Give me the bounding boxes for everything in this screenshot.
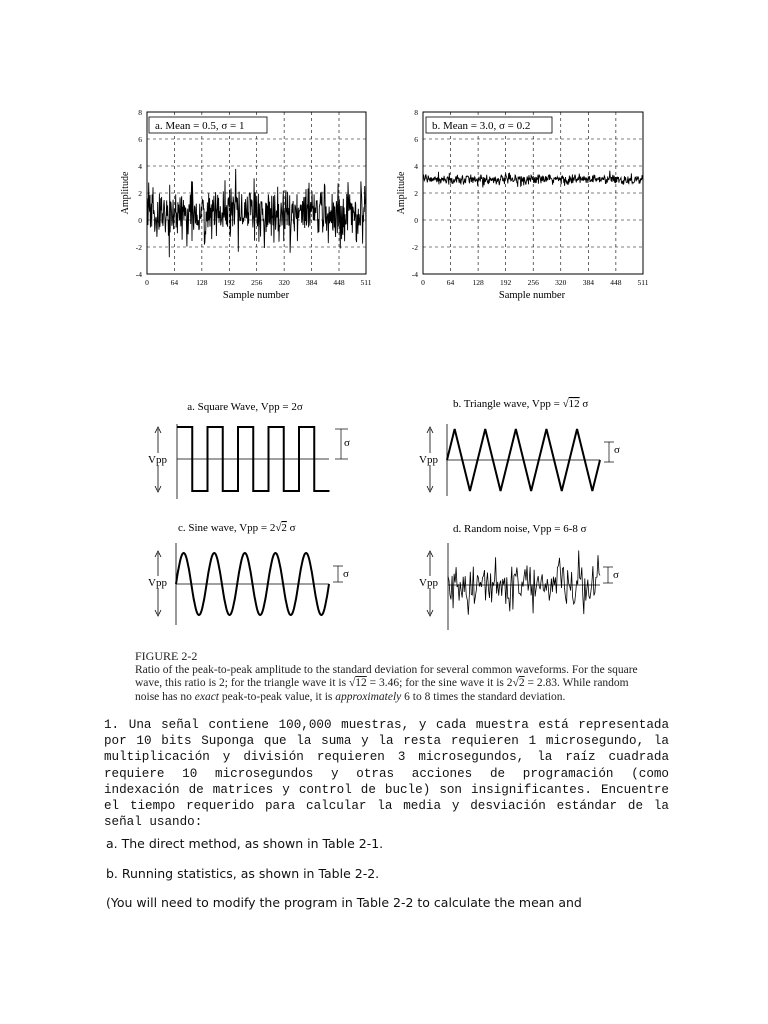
triangle-vpp-label: Vpp bbox=[419, 454, 438, 466]
noise-sigma-label: σ bbox=[613, 569, 619, 581]
chartB-xtick-label: 192 bbox=[500, 278, 512, 287]
chartA-xtick-label: 192 bbox=[223, 278, 235, 287]
chart-a-series-line bbox=[147, 169, 366, 257]
chart-a bbox=[120, 108, 372, 301]
chartA-xtick-label: 256 bbox=[251, 278, 263, 287]
square-sigma-label: σ bbox=[344, 437, 350, 449]
chartB-xtick-label: 511 bbox=[637, 278, 649, 287]
noise-title: d. Random noise, Vpp = 6-8 σ bbox=[453, 523, 587, 535]
sine-wave-title: c. Sine wave, Vpp = 2√2 σ bbox=[178, 522, 296, 534]
chartB-xtick-label: 256 bbox=[527, 278, 539, 287]
caption-text: Ratio of the peak-to-peak amplitude to the standard deviation for several common waveforms. For the square wave, this ratio is 2; for the triangle wave it is √12 = 3.46; for the sine wave it is 2√2 = 2.83. While random noise has no exact peak-to-peak value, it is approximately 6 to 8 times the standard deviation. bbox=[135, 663, 638, 703]
chartA-xtick-label: 320 bbox=[278, 278, 290, 287]
chartA-xtick-label: 64 bbox=[170, 278, 179, 287]
chartA-ytick-label: 0 bbox=[138, 216, 142, 225]
chartA-xtick-label: 384 bbox=[305, 278, 318, 287]
chartB-xtick-label: 448 bbox=[610, 278, 622, 287]
chart-b-xlabel: Sample number bbox=[498, 290, 566, 301]
triangle-sigma-label: σ bbox=[614, 444, 620, 456]
chartA-ytick-label: 8 bbox=[138, 108, 142, 117]
noise-panel bbox=[417, 523, 619, 630]
chartB-xtick-label: 64 bbox=[446, 278, 455, 287]
chartA-xtick-label: 511 bbox=[360, 278, 372, 287]
square-wave-title: a. Square Wave, Vpp = 2σ bbox=[187, 401, 303, 413]
chart-a-label: a. Mean = 0.5, σ = 1 bbox=[155, 120, 245, 132]
answer-a: a. The direct method, as shown in Table 2-1. bbox=[106, 836, 384, 851]
chartA-ytick-label: -2 bbox=[135, 243, 142, 252]
noise-vpp-label: Vpp bbox=[419, 577, 438, 589]
problem-statement: 1. Una señal contiene 100,000 muestras, y cada muestra está representada por 10 bits Suponga que la suma y la resta requieren 1 microsegundo, la multiplicación y división requieren 3 microsegundos, la raíz cuadrada requiere 10 microsegundos y otras acciones de programación (como indexación de matrices y control de bucle) son insignificantes. Encuentre el tiempo requerido para calcular la media y desviación estándar de la señal usando: bbox=[104, 718, 669, 830]
chart-b-label: b. Mean = 3.0, σ = 0.2 bbox=[432, 120, 531, 132]
square-wave-panel bbox=[146, 401, 350, 499]
chartA-xtick-label: 128 bbox=[196, 278, 208, 287]
noise-wave-line bbox=[448, 551, 600, 615]
chartA-ytick-label: -4 bbox=[135, 270, 142, 279]
answer-c: (You will need to modify the program in Table 2-2 to calculate the mean and bbox=[106, 895, 582, 910]
answer-b: b. Running statistics, as shown in Table 2-2. bbox=[106, 866, 380, 881]
chartA-ytick-label: 6 bbox=[138, 135, 142, 144]
chartB-ytick-label: 8 bbox=[414, 108, 418, 117]
chartB-xtick-label: 320 bbox=[555, 278, 567, 287]
chartB-xtick-label: 384 bbox=[582, 278, 594, 287]
chartB-xtick-label: 128 bbox=[472, 278, 484, 287]
figure-label: FIGURE 2-2 bbox=[135, 649, 198, 663]
sine-vpp-label: Vpp bbox=[148, 577, 167, 589]
square-vpp-label: Vpp bbox=[148, 454, 167, 466]
chartB-ytick-label: 0 bbox=[414, 216, 418, 225]
chartA-ytick-label: 2 bbox=[138, 189, 142, 198]
triangle-wave-panel bbox=[417, 398, 620, 496]
chartB-xtick-label: 0 bbox=[421, 278, 425, 287]
chartB-ytick-label: 2 bbox=[414, 189, 418, 198]
chart-b-ylabel: Amplitude bbox=[396, 171, 407, 215]
chart-b bbox=[396, 108, 649, 301]
triangle-wave-title: b. Triangle wave, Vpp = √12 σ bbox=[453, 398, 589, 410]
chartA-ytick-label: 4 bbox=[138, 162, 142, 171]
figure-caption bbox=[135, 650, 655, 704]
chartB-ytick-label: 6 bbox=[414, 135, 418, 144]
chartB-ytick-label: -2 bbox=[411, 243, 418, 252]
chart-a-ylabel: Amplitude bbox=[120, 171, 131, 215]
chartA-xtick-label: 448 bbox=[333, 278, 345, 287]
chart-a-xlabel: Sample number bbox=[222, 290, 290, 301]
chartB-ytick-label: -4 bbox=[411, 270, 418, 279]
chartA-xtick-label: 0 bbox=[145, 278, 149, 287]
sine-wave-panel bbox=[146, 522, 349, 625]
chartB-ytick-label: 4 bbox=[414, 162, 418, 171]
sine-sigma-label: σ bbox=[343, 568, 349, 580]
